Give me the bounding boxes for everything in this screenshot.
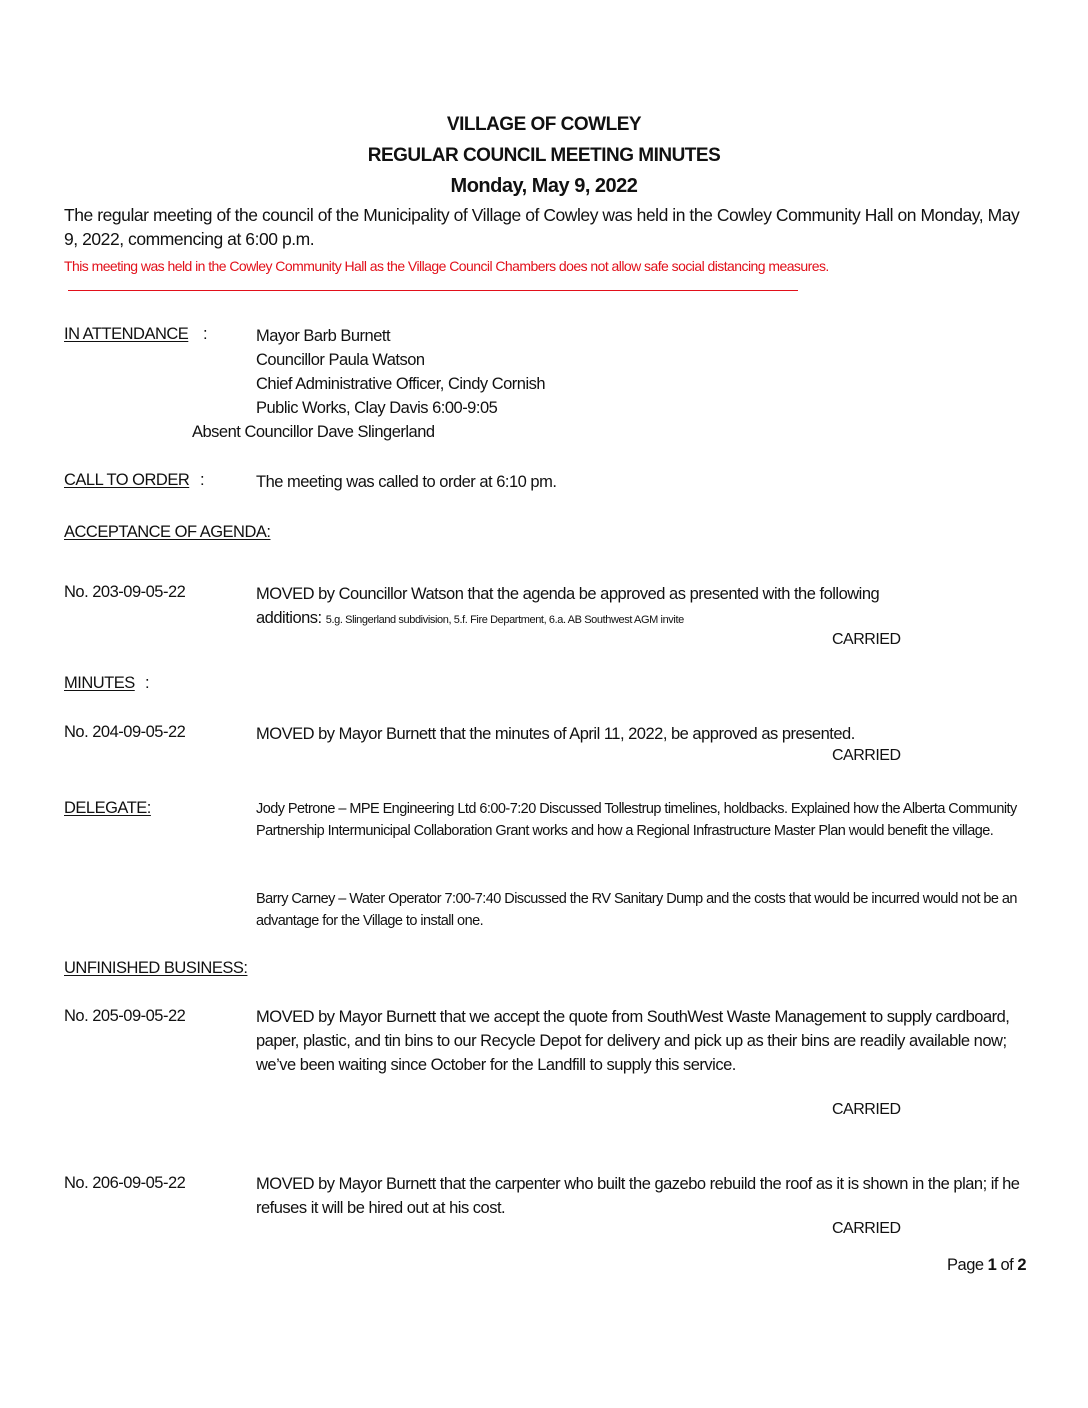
intro-paragraph: The regular meeting of the council of the Municipality of Village of Cowley was held in the Cowley Community Hall on Monday, May 9, 2022, commencing at 6:00 p.m.: [64, 205, 1020, 249]
notice-text: This meeting was held in the Cowley Community Hall as the Village Council Chambers does not allow safe social distancing measures.: [64, 258, 829, 274]
motion-number: No. 204-09-05-22: [64, 723, 186, 741]
minutes-label: MINUTES: [64, 674, 135, 692]
attendee: Mayor Barb Burnett: [256, 327, 391, 345]
notice-paragraph: [64, 256, 964, 296]
delegate-notes: Discussed the RV Sanitary Dump and the costs that would be incurred would not be an advantage for the Village to install one.: [256, 891, 1017, 929]
attendee: Chief Administrative Officer, Cindy Cornish: [256, 375, 546, 393]
absent-member: Absent Councillor Dave Slingerland: [192, 423, 435, 441]
attendance-label: IN ATTENDANCE: [64, 325, 189, 343]
document-subtitle: REGULAR COUNCIL MEETING MINUTES: [367, 145, 721, 166]
motion-text: MOVED by Mayor Burnett that the minutes of April 11, 2022, be approved as presented.: [256, 725, 855, 743]
motion-text: MOVED by Mayor Burnett that the carpenter who built the gazebo rebuild the roof as it is shown in the plan; if he refuses it will be hired out at his cost.: [256, 1175, 1020, 1217]
motion-number: No. 205-09-05-22: [64, 1007, 186, 1025]
delegate-time: 7:00-7:40: [444, 891, 501, 907]
attendance-list: [256, 324, 1036, 420]
minutes-colon: :: [145, 674, 150, 692]
motion-number: No. 206-09-05-22: [64, 1174, 186, 1192]
acceptance-of-agenda-label: ACCEPTANCE OF AGENDA:: [64, 523, 271, 541]
notice-underline: [68, 289, 798, 291]
motion-result: CARRIED: [832, 1220, 901, 1237]
call-to-order-label: CALL TO ORDER: [64, 471, 190, 489]
delegate-name: Jody Petrone – MPE Engineering Ltd: [256, 801, 476, 817]
motion-body: MOVED by Councillor Watson that the agenda be approved as presented with the following: [256, 585, 880, 603]
motion-text: [256, 582, 1036, 632]
attendance-colon: :: [203, 325, 208, 343]
document-title: VILLAGE OF COWLEY: [446, 114, 642, 135]
attendee: Councillor Paula Watson: [256, 351, 425, 369]
delegate-entry: [256, 798, 1036, 842]
delegate-entry: [256, 888, 1036, 932]
motion-result: CARRIED: [832, 747, 901, 764]
unfinished-business-label: UNFINISHED BUSINESS:: [64, 959, 248, 977]
call-to-order-colon: :: [200, 471, 205, 489]
additions-label: additions:: [256, 609, 322, 627]
attendee: Public Works, Clay Davis 6:00-9:05: [256, 399, 498, 417]
delegate-name: Barry Carney – Water Operator: [256, 891, 441, 907]
page-number: Page 1 of 2: [947, 1256, 1026, 1274]
delegate-notes: Discussed Tollestrup timelines, holdbacks. Explained how the Alberta Community Partnership Intermunicipal Collaboration Grant works and how a Regional Infrastructure Master Plan would benefit the village.: [256, 801, 1017, 839]
motion-number: No. 203-09-05-22: [64, 583, 186, 601]
motion-result: CARRIED: [832, 631, 901, 648]
delegate-label: DELEGATE:: [64, 799, 151, 817]
call-to-order-text: The meeting was called to order at 6:10 pm.: [256, 473, 557, 491]
delegate-time: 6:00-7:20: [479, 801, 536, 817]
additions-list: 5.g. Slingerland subdivision, 5.f. Fire Department, 6.a. AB Southwest AGM invite: [325, 614, 684, 626]
motion-text: MOVED by Mayor Burnett that we accept the quote from SouthWest Waste Management to supply cardboard, paper, plastic, and tin bins to our Recycle Depot for delivery and pick up as their bins are readily available now; we’ve been waiting since October for the Landfill to supply this service.: [256, 1008, 1010, 1074]
meeting-date: Monday, May 9, 2022: [450, 175, 638, 197]
motion-result: CARRIED: [832, 1101, 901, 1118]
